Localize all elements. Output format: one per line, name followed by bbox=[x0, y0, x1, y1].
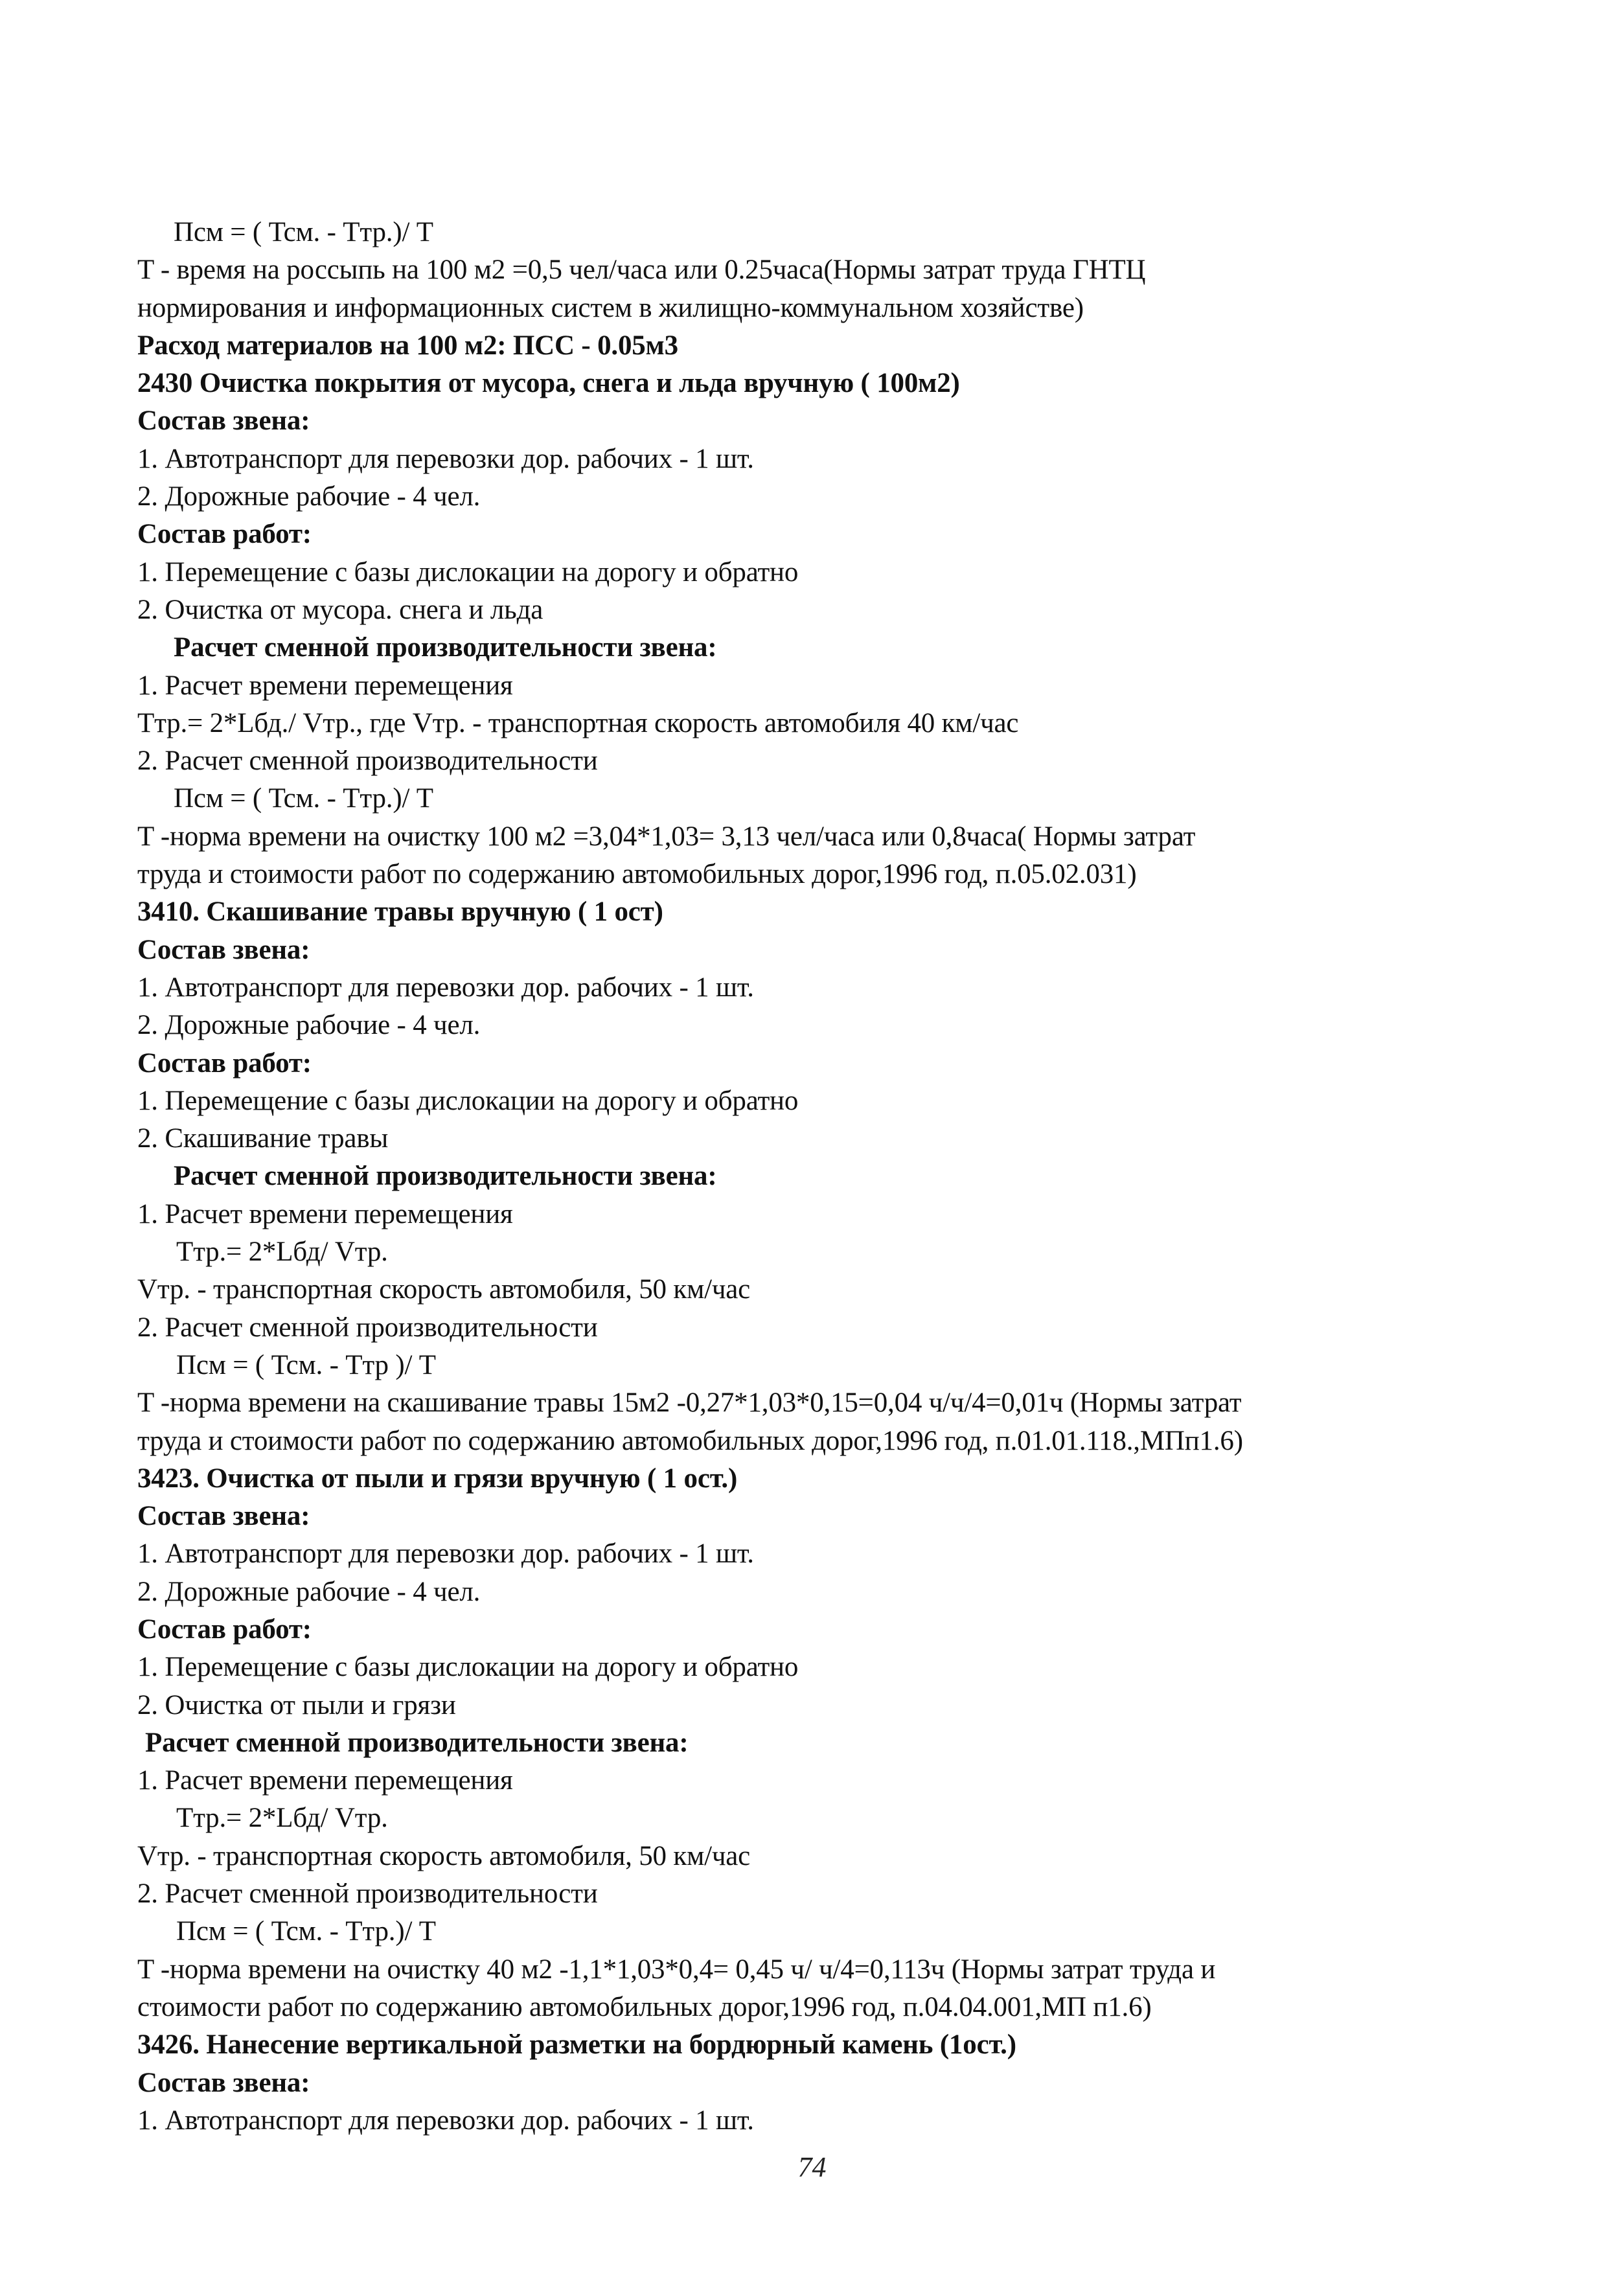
section-heading: 3410. Скашивание травы вручную ( 1 ост) bbox=[137, 896, 663, 928]
subheading: Состав работ: bbox=[137, 519, 312, 550]
list-item: 1. Автотранспорт для перевозки дор. рабочих - 1 шт. bbox=[137, 972, 754, 1003]
list-item: 1. Автотранспорт для перевозки дор. рабочих - 1 шт. bbox=[137, 2105, 754, 2136]
subheading: Расчет сменной производительности звена: bbox=[174, 1161, 717, 1192]
text-line: Tтр.= 2*Lбд./ Vтр., где Vтр. - транспортная скорость автомобиля 40 км/час bbox=[137, 707, 1019, 738]
materials-heading: Расход материалов на 100 м2: ПСС - 0.05м3 bbox=[137, 330, 678, 361]
section-heading: 3423. Очистка от пыли и грязи вручную ( 1 ост.) bbox=[137, 1463, 738, 1494]
text-line: T - время на россыпь на 100 м2 =0,5 чел/часа или 0.25часа(Нормы затрат труда ГНТЦ bbox=[137, 255, 1146, 286]
text-line: стоимости работ по содержанию автомобильных дорог,1996 год, п.04.04.001,МП п1.6) bbox=[137, 1991, 1152, 2022]
text-line: T -норма времени на очистку 40 м2 -1,1*1,03*0,4= 0,45 ч/ ч/4=0,113ч (Нормы затрат труда и bbox=[137, 1954, 1216, 1985]
text-line: Vтр. - транспортная скорость автомобиля, 50 км/час bbox=[137, 1840, 751, 1871]
list-item: 2. Расчет сменной производительности bbox=[137, 1312, 598, 1343]
subheading: Расчет сменной производительности звена: bbox=[174, 632, 717, 663]
formula-line: Tтр.= 2*Lбд/ Vтр. bbox=[176, 1237, 388, 1268]
list-item: 1. Автотранспорт для перевозки дор. рабочих - 1 шт. bbox=[137, 1538, 754, 1570]
text-line: T -норма времени на очистку 100 м2 =3,04*1,03= 3,13 чел/часа или 0,8часа( Нормы затрат bbox=[137, 821, 1196, 852]
subheading: Состав звена: bbox=[137, 405, 310, 437]
subheading: Состав звена: bbox=[137, 1501, 310, 1532]
subheading: Состав звена: bbox=[137, 934, 310, 965]
list-item: 2. Дорожные рабочие - 4 чел. bbox=[137, 1010, 481, 1041]
list-item: 2. Очистка от пыли и грязи bbox=[137, 1689, 456, 1720]
subheading: Состав работ: bbox=[137, 1047, 312, 1079]
document-body bbox=[137, 214, 1504, 2140]
list-item: 1. Расчет времени перемещения bbox=[137, 1198, 513, 1229]
text-line: T -норма времени на скашивание травы 15м2 -0,27*1,03*0,15=0,04 ч/ч/4=0,01ч (Нормы затрат bbox=[137, 1388, 1242, 1419]
list-item: 2. Дорожные рабочие - 4 чел. bbox=[137, 481, 481, 512]
list-item: 1. Расчет времени перемещения bbox=[137, 1765, 513, 1796]
subheading: Состав звена: bbox=[137, 2067, 310, 2098]
text-line: нормирования и информационных систем в жилищно-коммунальном хозяйстве) bbox=[137, 292, 1084, 323]
list-item: 2. Расчет сменной производительности bbox=[137, 746, 598, 777]
list-item: 1. Перемещение с базы дислокации на дорогу и обратно bbox=[137, 1085, 799, 1116]
list-item: 2. Очистка от мусора. снега и льда bbox=[137, 594, 543, 625]
subheading: Расчет сменной производительности звена: bbox=[145, 1727, 689, 1758]
formula-line: Пcм = ( Tcм. - Tтр.)/ T bbox=[176, 1916, 436, 1947]
formula-line: Пcм = ( Tcм. - Tтр.)/ T bbox=[174, 217, 433, 247]
list-item: 1. Автотранспорт для перевозки дор. рабочих - 1 шт. bbox=[137, 443, 754, 474]
text-line: труда и стоимости работ по содержанию автомобильных дорог,1996 год, п.01.01.118.,МПп1.6) bbox=[137, 1425, 1243, 1456]
list-item: 1. Перемещение с базы дислокации на дорогу и обратно bbox=[137, 1652, 799, 1683]
section-heading: 2430 Очистка покрытия от мусора, снега и льда вручную ( 100м2) bbox=[137, 368, 960, 399]
text-line: Vтр. - транспортная скорость автомобиля, 50 км/час bbox=[137, 1274, 751, 1305]
page-number: 74 bbox=[797, 2151, 827, 2183]
list-item: 2. Расчет сменной производительности bbox=[137, 1879, 598, 1910]
subheading: Состав работ: bbox=[137, 1614, 312, 1645]
list-item: 2. Скашивание травы bbox=[137, 1123, 389, 1154]
list-item: 2. Дорожные рабочие - 4 чел. bbox=[137, 1576, 481, 1607]
list-item: 1. Перемещение с базы дислокации на дорогу и обратно bbox=[137, 556, 799, 588]
list-item: 1. Расчет времени перемещения bbox=[137, 670, 513, 701]
formula-line: Пcм = ( Tcм. - Tтр.)/ T bbox=[174, 783, 433, 814]
formula-line: Tтр.= 2*Lбд/ Vтр. bbox=[176, 1803, 388, 1834]
formula-line: Пcм = ( Tcм. - Tтр )/ T bbox=[176, 1349, 436, 1380]
section-heading: 3426. Нанесение вертикальной разметки на бордюрный камень (1ост.) bbox=[137, 2029, 1016, 2061]
text-line: труда и стоимости работ по содержанию автомобильных дорог,1996 год, п.05.02.031) bbox=[137, 859, 1137, 890]
